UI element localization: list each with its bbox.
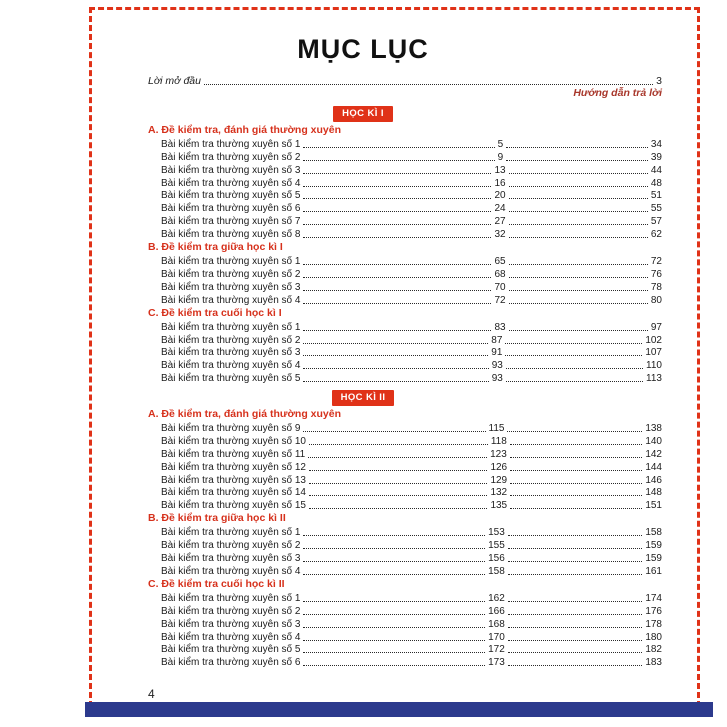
entry-start-page: 158 [488, 565, 505, 577]
toc-entry [148, 254, 662, 267]
entry-start-page: 70 [494, 281, 506, 293]
entry-answer-page: 146 [645, 474, 662, 486]
dot-leader [509, 264, 648, 265]
section-header: A. Đề kiểm tra, đánh giá thường xuyên [148, 408, 342, 421]
page-number: 4 [148, 687, 155, 701]
entry-title: Bài kiểm tra thường xuyên số 9 [161, 423, 301, 435]
entry-start-page: 93 [491, 360, 503, 372]
dot-leader [509, 186, 648, 187]
entry-start-page: 72 [494, 294, 506, 306]
toc-entry [148, 617, 662, 630]
entry-title: Bài kiểm tra thường xuyên số 5 [161, 190, 301, 202]
toc-entry [148, 320, 662, 333]
dot-leader [303, 290, 491, 291]
toc-entry [148, 138, 662, 151]
entry-start-page: 135 [490, 500, 508, 512]
entry-start-page: 162 [488, 593, 505, 605]
dot-leader [508, 535, 643, 536]
dot-leader [508, 614, 643, 615]
dot-leader [303, 431, 485, 432]
toc-entry [148, 227, 662, 240]
entry-answer-page: 51 [650, 190, 662, 202]
toc-entry [148, 371, 662, 384]
dot-leader [509, 303, 648, 304]
toc-entry [148, 201, 662, 214]
entry-title: Bài kiểm tra thường xuyên số 1 [161, 321, 301, 333]
entry-start-page: 13 [494, 164, 506, 176]
toc-entry [148, 630, 662, 643]
entry-answer-page: 182 [645, 644, 662, 656]
toc-entry [148, 564, 662, 577]
entry-title: Bài kiểm tra thường xuyên số 2 [161, 334, 301, 346]
entry-answer-page: 97 [650, 321, 662, 333]
dot-leader [508, 652, 643, 653]
entry-answer-page: 178 [645, 618, 662, 630]
dot-leader [303, 640, 485, 641]
toc-entry [148, 643, 662, 656]
toc-entry [148, 526, 662, 539]
semester-badge: HỌC KÌ I [333, 106, 393, 122]
dot-leader [204, 84, 653, 85]
section-header: A. Đề kiểm tra, đánh giá thường xuyên [148, 124, 342, 136]
entry-title: Bài kiểm tra thường xuyên số 14 [161, 487, 306, 499]
entry-start-page: 166 [488, 605, 505, 617]
toc-entry [148, 422, 662, 435]
entry-answer-page: 140 [645, 436, 662, 448]
dot-leader [303, 574, 485, 575]
entry-start-page: 20 [494, 190, 506, 202]
dot-leader [510, 457, 643, 458]
entry-start-page: 172 [488, 644, 505, 656]
entry-start-page: 126 [490, 461, 508, 473]
preface-entry [148, 73, 662, 87]
entry-title: Bài kiểm tra thường xuyên số 10 [161, 436, 306, 448]
preface-page: 3 [656, 74, 662, 87]
entry-start-page: 168 [488, 618, 505, 630]
dot-leader [510, 508, 642, 509]
toc-entry [148, 267, 662, 280]
entry-answer-page: 180 [645, 631, 662, 643]
dot-leader [508, 640, 643, 641]
dot-leader [309, 470, 487, 471]
entry-start-page: 170 [488, 631, 505, 643]
entry-title: Bài kiểm tra thường xuyên số 4 [161, 294, 301, 306]
toc-entry [148, 189, 662, 202]
section-header: C. Đề kiểm tra cuối học kì II [148, 577, 285, 590]
entry-start-page: 153 [488, 527, 505, 539]
entry-title: Bài kiểm tra thường xuyên số 3 [161, 347, 301, 359]
dot-leader [309, 444, 488, 445]
dot-leader [509, 224, 648, 225]
entry-title: Bài kiểm tra thường xuyên số 2 [161, 605, 301, 617]
dot-leader [509, 290, 648, 291]
page-title: MỤC LỤC [297, 34, 429, 64]
entry-answer-page: 176 [645, 605, 662, 617]
dot-leader [303, 561, 485, 562]
entry-start-page: 91 [491, 347, 503, 359]
toc-entry [148, 591, 662, 604]
entry-title: Bài kiểm tra thường xuyên số 1 [161, 527, 301, 539]
bottom-accent-bar [85, 702, 713, 717]
dot-leader [507, 431, 642, 432]
toc-entry [148, 358, 662, 371]
dot-leader [308, 457, 487, 458]
dot-leader [303, 601, 485, 602]
entry-start-page: 156 [488, 553, 505, 565]
entry-start-page: 32 [494, 228, 506, 240]
toc-entry [148, 163, 662, 176]
entry-answer-page: 44 [650, 164, 662, 176]
dot-leader [510, 483, 642, 484]
dot-leader [303, 211, 491, 212]
entry-answer-page: 76 [650, 268, 662, 280]
entry-start-page: 123 [490, 448, 507, 460]
entry-title: Bài kiểm tra thường xuyên số 4 [161, 631, 301, 643]
answer-guide-label: Hướng dẫn trả lời [573, 86, 662, 99]
entry-answer-page: 62 [650, 228, 662, 240]
dot-leader [509, 330, 648, 331]
entry-title: Bài kiểm tra thường xuyên số 2 [161, 540, 301, 552]
entry-start-page: 87 [491, 334, 503, 346]
dot-leader [303, 355, 488, 356]
entry-start-page: 173 [488, 657, 505, 669]
entry-answer-page: 113 [646, 373, 662, 385]
toc-entry [148, 280, 662, 293]
entry-title: Bài kiểm tra thường xuyên số 3 [161, 618, 301, 630]
entry-title: Bài kiểm tra thường xuyên số 6 [161, 657, 301, 669]
entry-title: Bài kiểm tra thường xuyên số 12 [161, 461, 306, 473]
entry-title: Bài kiểm tra thường xuyên số 3 [161, 281, 301, 293]
entry-answer-page: 78 [650, 281, 662, 293]
entry-start-page: 83 [494, 321, 506, 333]
entry-answer-page: 159 [645, 553, 662, 565]
dot-leader [303, 160, 494, 161]
section-header: B. Đề kiểm tra giữa học kì I [148, 240, 283, 253]
entry-title: Bài kiểm tra thường xuyên số 1 [161, 256, 301, 268]
semester-badge-row [106, 387, 620, 406]
entry-title: Bài kiểm tra thường xuyên số 13 [161, 474, 306, 486]
dot-leader [303, 368, 488, 369]
entry-answer-page: 80 [650, 294, 662, 306]
entry-start-page: 93 [491, 373, 503, 385]
toc-entry [148, 538, 662, 551]
entry-title: Bài kiểm tra thường xuyên số 8 [161, 228, 301, 240]
dot-leader [509, 237, 648, 238]
entry-start-page: 16 [494, 177, 506, 189]
dot-leader [303, 277, 491, 278]
entry-answer-page: 138 [645, 423, 662, 435]
entry-title: Bài kiểm tra thường xuyên số 3 [161, 164, 301, 176]
entry-start-page: 65 [494, 256, 506, 268]
toc-entry [148, 333, 662, 346]
dot-leader [303, 237, 491, 238]
entry-title: Bài kiểm tra thường xuyên số 4 [161, 360, 301, 372]
dot-leader [303, 652, 485, 653]
dot-leader [303, 264, 491, 265]
entry-answer-page: 107 [645, 347, 662, 359]
dot-leader [303, 147, 494, 148]
dot-leader [303, 186, 491, 187]
toc-entry [148, 434, 662, 447]
toc-entry [148, 498, 662, 511]
toc-entry [148, 655, 662, 668]
semester-badge: HỌC KÌ II [332, 390, 395, 406]
dot-leader [510, 470, 642, 471]
dot-leader [303, 535, 485, 536]
entry-start-page: 27 [494, 216, 506, 228]
entry-answer-page: 55 [650, 203, 662, 215]
entry-answer-page: 151 [645, 500, 662, 512]
dot-leader [303, 343, 488, 344]
entry-title: Bài kiểm tra thường xuyên số 11 [161, 448, 306, 460]
entry-answer-page: 183 [645, 657, 662, 669]
entry-answer-page: 34 [650, 139, 662, 151]
dot-leader [506, 381, 643, 382]
dot-leader [303, 381, 488, 382]
dot-leader [303, 330, 491, 331]
entry-title: Bài kiểm tra thường xuyên số 15 [161, 500, 306, 512]
entry-title: Bài kiểm tra thường xuyên số 4 [161, 565, 301, 577]
entry-start-page: 5 [497, 139, 504, 151]
toc-entry [148, 447, 662, 460]
toc-entry [148, 214, 662, 227]
entry-answer-page: 158 [645, 527, 662, 539]
entry-answer-page: 174 [645, 593, 662, 605]
dot-leader [309, 508, 487, 509]
toc-body [148, 103, 662, 668]
entry-answer-page: 57 [650, 216, 662, 228]
entry-answer-page: 161 [645, 565, 662, 577]
section-header: B. Đề kiểm tra giữa học kì II [148, 512, 286, 525]
dot-leader [303, 224, 491, 225]
dot-leader [509, 211, 648, 212]
dot-leader [303, 303, 491, 304]
dot-leader [506, 368, 643, 369]
entry-title: Bài kiểm tra thường xuyên số 7 [161, 216, 301, 228]
dot-leader [508, 561, 643, 562]
dot-leader [309, 483, 487, 484]
preface-title: Lời mở đầu [148, 74, 201, 87]
toc-entry [148, 604, 662, 617]
entry-title: Bài kiểm tra thường xuyên số 6 [161, 203, 301, 215]
entry-title: Bài kiểm tra thường xuyên số 2 [161, 268, 301, 280]
toc-entry [148, 346, 662, 359]
dot-leader [508, 627, 643, 628]
toc-entry [148, 551, 662, 564]
toc-entry [148, 486, 662, 499]
entry-start-page: 24 [494, 203, 506, 215]
dot-leader [303, 548, 485, 549]
entry-start-page: 155 [488, 540, 505, 552]
entry-start-page: 118 [490, 436, 507, 448]
semester-badge-row [106, 103, 620, 122]
dot-leader [303, 173, 491, 174]
entry-answer-page: 72 [650, 256, 662, 268]
dot-leader [506, 147, 648, 148]
entry-start-page: 132 [490, 487, 508, 499]
dot-leader [506, 160, 648, 161]
entry-answer-page: 102 [645, 334, 662, 346]
dot-leader [309, 495, 487, 496]
entry-answer-page: 159 [645, 540, 662, 552]
entry-title: Bài kiểm tra thường xuyên số 5 [161, 644, 301, 656]
dot-leader [505, 343, 642, 344]
dot-leader [510, 444, 643, 445]
entry-answer-page: 142 [645, 448, 662, 460]
entry-start-page: 115 [488, 423, 505, 435]
entry-start-page: 9 [497, 152, 504, 164]
dot-leader [508, 665, 643, 666]
entry-start-page: 129 [490, 474, 508, 486]
dot-leader [303, 627, 485, 628]
dot-leader [509, 173, 648, 174]
toc-entry [148, 176, 662, 189]
toc-content [148, 34, 662, 668]
dot-leader [303, 614, 485, 615]
entry-answer-page: 144 [645, 461, 662, 473]
toc-entry [148, 473, 662, 486]
entry-answer-page: 110 [646, 360, 662, 372]
dot-leader [303, 198, 491, 199]
entry-title: Bài kiểm tra thường xuyên số 1 [161, 593, 301, 605]
section-header: C. Đề kiểm tra cuối học kì I [148, 306, 282, 319]
toc-entry [148, 460, 662, 473]
entry-title: Bài kiểm tra thường xuyên số 1 [161, 139, 301, 151]
dot-leader [505, 355, 642, 356]
entry-title: Bài kiểm tra thường xuyên số 4 [161, 177, 301, 189]
dot-leader [508, 548, 643, 549]
entry-title: Bài kiểm tra thường xuyên số 5 [161, 373, 301, 385]
dot-leader [510, 495, 642, 496]
dot-leader [508, 601, 643, 602]
entry-answer-page: 48 [650, 177, 662, 189]
dot-leader [303, 665, 485, 666]
entry-title: Bài kiểm tra thường xuyên số 2 [161, 152, 301, 164]
entry-title: Bài kiểm tra thường xuyên số 3 [161, 553, 301, 565]
toc-entry [148, 150, 662, 163]
dot-leader [509, 198, 648, 199]
dot-leader [508, 574, 643, 575]
entry-answer-page: 39 [650, 152, 662, 164]
entry-start-page: 68 [494, 268, 506, 280]
toc-entry [148, 293, 662, 306]
entry-answer-page: 148 [645, 487, 662, 499]
dot-leader [509, 277, 648, 278]
